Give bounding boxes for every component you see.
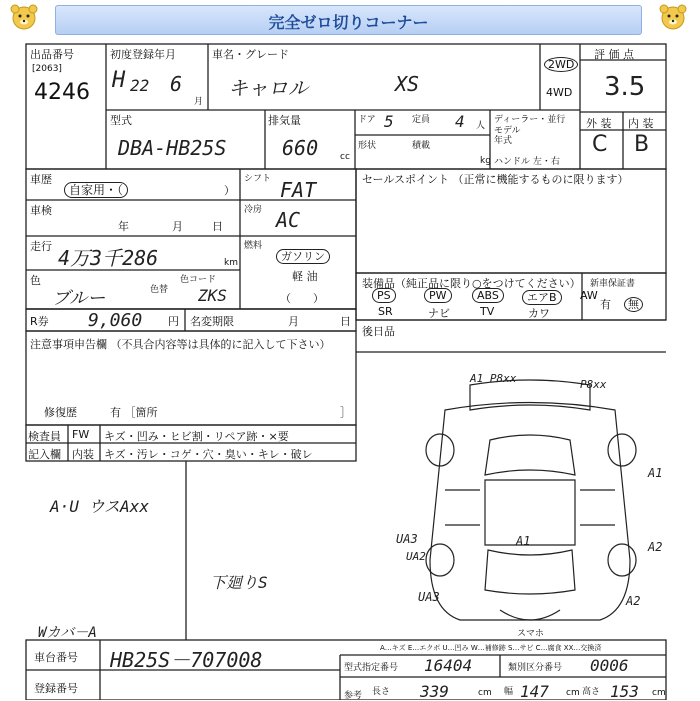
model-cert-value: 16404: [424, 656, 473, 675]
equipment-leather: カワ: [528, 307, 550, 320]
shift-value: FAT: [280, 178, 317, 202]
aircon-value: AC: [276, 208, 301, 232]
diagram-mark: UA3: [396, 532, 418, 546]
length-unit: cm: [478, 688, 492, 698]
recycle-label: R券: [30, 315, 49, 328]
displacement-value: 660: [282, 136, 319, 160]
name-change-month: 月: [288, 315, 299, 328]
mileage-unit: km: [224, 258, 238, 268]
score-label: 評 価 点: [594, 48, 634, 61]
first-reg-era: H: [112, 68, 126, 93]
car-name-label: 車名・グレード: [212, 48, 289, 61]
inspection-month: 月: [172, 220, 183, 233]
checker-label2: 記入欄: [28, 448, 61, 461]
mileage-label: 走行: [30, 240, 52, 253]
color-label: 色: [30, 274, 41, 287]
fuel-diesel: 軽 油: [292, 270, 318, 283]
equipment-navi: ナビ: [428, 307, 450, 320]
diagram-mark: A1: [648, 466, 663, 480]
checker-interior-items: キズ・汚レ・コゲ・穴・臭い・キレ・破レ: [104, 448, 313, 461]
car-grade-value: XS: [395, 72, 420, 96]
first-reg-label: 初度登録年月: [110, 48, 176, 61]
diagram-mark: A1 P8xx: [470, 372, 517, 385]
model-label: 型式: [110, 114, 132, 127]
history-close: ）: [224, 184, 235, 197]
dealer-label: ディーラー・並行: [494, 115, 566, 125]
model-year-label: モデル年式: [494, 126, 521, 146]
model-value: DBA-HB25S: [118, 136, 227, 160]
color-code-label: 色コード: [180, 275, 217, 285]
shape-label: 形状: [358, 141, 377, 151]
warranty-label: 新車保証書: [590, 279, 636, 289]
lot-sub: [2063]: [32, 64, 62, 74]
after-seat-label: 後日品: [362, 325, 395, 338]
handle-label: ハンドル 左・右: [494, 157, 560, 167]
inspection-year: 年: [118, 220, 129, 233]
repair-close: ］: [340, 406, 351, 419]
chassis-label: 車台番号: [34, 651, 78, 664]
inspector-note: 下廻りS: [210, 573, 268, 592]
equipment-pw: PW: [424, 289, 452, 302]
equipment-tv: TV: [480, 305, 495, 318]
recycle-unit: 円: [168, 315, 179, 328]
sales-point-label: セールスポイント （正常に機能するものに限ります）: [362, 173, 629, 186]
interior-label: 内 装: [628, 117, 654, 130]
model-cert-label2: 類別区分番号: [508, 663, 563, 673]
first-reg-year: 22: [130, 76, 150, 95]
repair-label: 修復歴: [44, 406, 77, 419]
capacity-value: 4: [455, 112, 465, 131]
height-label: 高さ: [582, 687, 601, 697]
equipment-aw: AW: [580, 289, 598, 302]
drive-4wd: 4WD: [546, 86, 573, 99]
car-name-value: キャロル: [228, 76, 308, 100]
fuel-paren: （ ）: [280, 292, 324, 305]
name-change-label: 名変期限: [190, 315, 234, 328]
exterior-label: 外 装: [586, 117, 612, 130]
model-cert-value2: 0006: [590, 656, 629, 675]
aircon-label: 冷房: [244, 205, 263, 215]
checker-label: 検査員: [28, 430, 61, 443]
reg-no-label: 登録番号: [34, 682, 78, 695]
diagram-mark: A2: [648, 540, 663, 554]
displacement-label: 排気量: [268, 114, 301, 127]
color-value: ブルー: [52, 288, 106, 309]
chassis-value: HB25S－707008: [110, 648, 263, 672]
color-change-label: 色替: [150, 285, 169, 295]
length-value: 339: [420, 682, 449, 701]
history-value: 自家用・（: [64, 181, 128, 198]
mileage-value: 4万3千286: [58, 246, 159, 270]
capacity-label: 定員: [412, 115, 431, 125]
diagram-legend: A…キズ E…エクボ U…凹み W…補修跡 S…サビ C…腐食 XX…交換済: [380, 644, 602, 652]
checker-fw: FW: [72, 428, 90, 441]
equipment-sr: SR: [378, 305, 393, 318]
inspection-day: 日: [212, 220, 223, 233]
checker-fw-items: キズ・凹み・ヒビ割・リペア跡・×要: [104, 430, 289, 443]
warranty-no: 無: [624, 296, 643, 312]
width-unit: cm: [566, 688, 580, 698]
equipment-airbag: エアB: [522, 289, 562, 305]
notes-label: 注意事項申告欄 （不具合内容等は具体的に記入して下さい）: [30, 338, 331, 351]
fuel-label: 燃料: [244, 241, 263, 251]
page-title: 完全ゼロ切りコーナー: [268, 13, 429, 32]
name-change-day: 日: [340, 315, 351, 328]
doors-label: ドア: [358, 115, 376, 125]
repair-value: 有 ［箇所: [110, 406, 158, 419]
equipment-ps: PS: [372, 289, 396, 302]
diagram-mark: A1: [516, 534, 531, 548]
interior-value: B: [634, 132, 650, 157]
lot-number: 4246: [34, 80, 90, 105]
first-reg-month: 6: [170, 72, 183, 96]
car-diagram: [426, 380, 636, 620]
load-unit: kg: [480, 156, 491, 166]
height-value: 153: [610, 682, 639, 701]
displacement-unit: cc: [340, 152, 350, 162]
first-reg-month-unit: 月: [194, 97, 204, 107]
recycle-value: 9,060: [88, 310, 143, 331]
height-unit: cm: [652, 688, 666, 698]
diagram-mark: UA3: [418, 590, 440, 604]
exterior-value: C: [592, 132, 608, 157]
doors-value: 5: [384, 112, 394, 131]
model-cert-label: 型式指定番号: [344, 663, 399, 673]
width-label: 幅: [504, 687, 514, 697]
length-label: 長さ: [372, 687, 391, 697]
inspection-label: 車検: [30, 204, 52, 217]
diagram-mark: A2: [626, 594, 641, 608]
dimensions-label: 参考: [344, 691, 363, 701]
history-label: 車歴: [30, 173, 52, 186]
lot-label: 出品番号: [30, 48, 74, 61]
drive-2wd: 2WD: [544, 58, 578, 71]
capacity-unit: 人: [476, 121, 486, 131]
diagram-caption: スマホ: [517, 629, 544, 639]
warranty-yes: 有: [600, 298, 611, 311]
color-code-value: ZKS: [198, 286, 227, 305]
equipment-label: 装備品（純正品に限り○をつけてください）: [362, 277, 581, 290]
diagram-mark: P8xx: [580, 378, 607, 391]
score-value: 3.5: [604, 72, 646, 102]
load-label: 積載: [412, 141, 431, 151]
inspector-note: A·U ウスAxx: [50, 497, 149, 516]
checker-interior: 内装: [72, 448, 94, 461]
fuel-gas: ガソリン: [276, 248, 330, 264]
shift-label: シフト: [244, 174, 272, 184]
diagram-mark: UA2: [406, 550, 426, 563]
width-value: 147: [520, 682, 549, 701]
inspector-note: Wカバ－A: [38, 625, 97, 641]
equipment-abs: ABS: [472, 289, 504, 302]
